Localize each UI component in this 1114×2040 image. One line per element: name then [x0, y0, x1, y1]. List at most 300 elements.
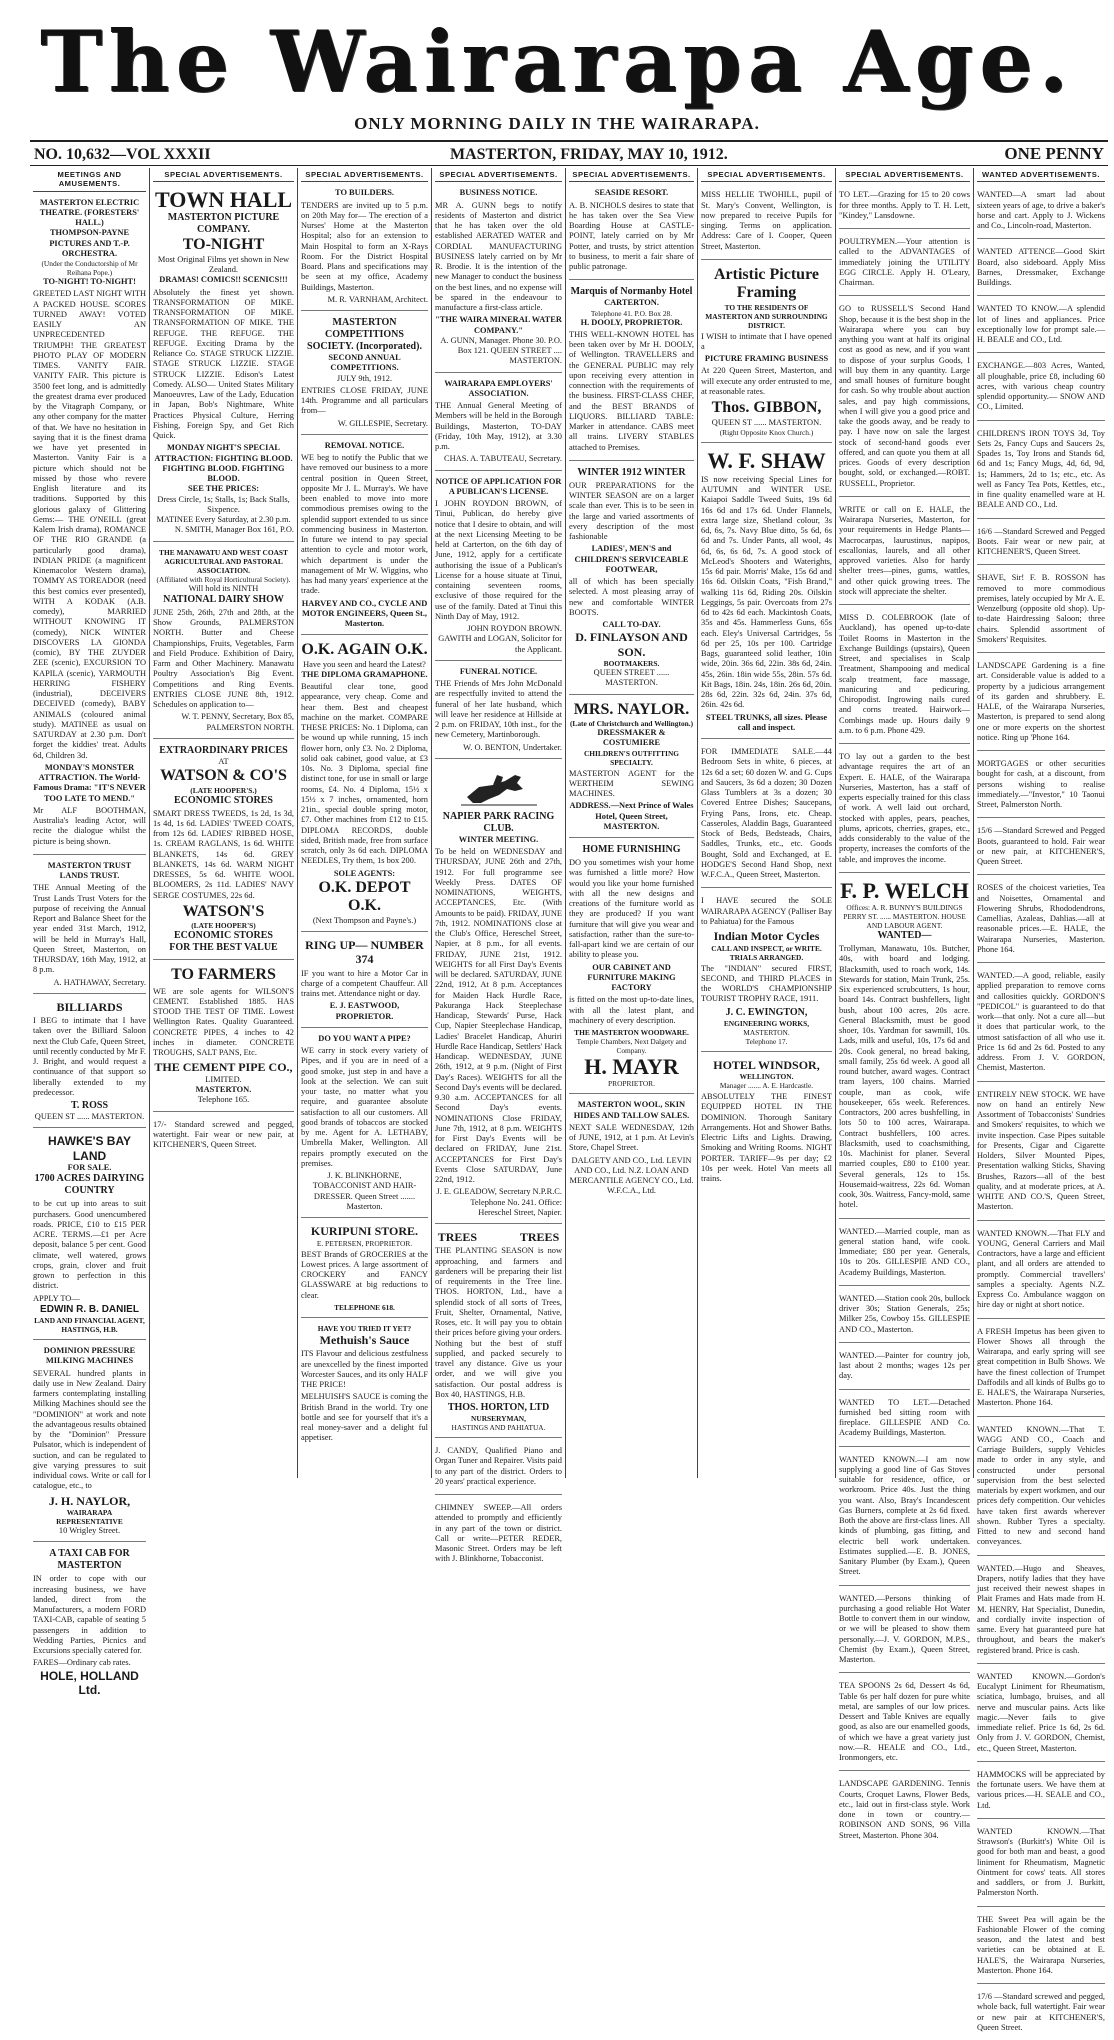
ad-body: ENTIRELY NEW STOCK. WE have now on hand an entirely New Assortment of Tobacconists' Sundries and Smokers' requisites, to which we invite inspection. Case Pipes suitable for Presents, Cigar and Cigarette Holders, Silver Mounted Pipes, Presentation walking Sticks, Shaving Brushes, Razors—all of the best quality, and at moderate prices, at A. WHITE AND CO.'S, Queen Street, Masterton.: [977, 1089, 1105, 1212]
ad-body: CHILDREN'S IRON TOYS 3d, Toy Sets 2s, Fancy Cups and Saucers 2s, Spades 1s, Toy Irons and Stands 6d, 6d and 1s; Fancy Mugs, 4d, 6d, 9d, 1s; Hammers, 2d to 1s; etc., etc. As well as Fancy Tea Pots, Kettles, etc., in fine quality enamelled ware at H. BEALE AND CO., Ltd.: [977, 428, 1105, 510]
page-columns: [30, 168, 1108, 2032]
ad-body: WE beg to notify the Public that we have removed our business to a more central position in Queen Street, opposite Mr J. L. Murray's. We have been enabled to move into more commodious premises owing to the splendid support extended to us since commencing business in Masterton. In future we intend to pay special attention to cycle and motor work, which department is under the management of Mr W. Wiggins, who has had many years' experience at the trade.: [301, 453, 428, 596]
ad-address: WELLINGTON.: [739, 1072, 794, 1082]
ad-body: I JOHN ROYDON BROWN, of Tinui, Publican, do hereby give notice that I desire to obtain, and will at the next Licensing Meeting to be held at Carterton, on the 6th day of June, 1912, apply for a certificate authorising the issue of a Publican's License for a house situate at Tinui, containing seventeen rooms, exclusive of those required for the use of the family. Dated at Tinui this Ninth Day of May, 1912.: [435, 499, 562, 621]
ad-subheading: SECOND ANNUAL COMPETITIONS.: [328, 353, 401, 373]
ad-body: LANDSCAPE GARDENING. Tennis Courts, Croquet Lawns, Flower Beds, etc., laid out in first-class style. Work done in town or country.—ROBINSON AND SONS, 96 Villa Street, Masterton. Phone 304.: [839, 1779, 970, 1840]
wanted-ad: [977, 821, 1105, 875]
winter-footwear-ad: [569, 464, 694, 695]
ad-note: Will hold its NINTH: [188, 583, 259, 593]
ad-body: IS now receiving Special Lines for AUTUMN and WINTER USE. Kaiapoi Saddle Tweed Suits, 19s 6d 16s 6d and 17s 6d. Under Flannels, extra large size, Shetland colour, 3s 6d, 6s, 7s. Navy Blue ditto, 5s 6d, 6s 6d and 7s. Under Pants, all wool, 4s 6d, 6s, 6s 6d, 7s. A good stock of McLeod's Shooters and Waterights, 15s 6d pair. Morris' Make, 15s 6d and 16s 6d. Oilskin Coats, "Fish Brand," walking 11s 6d, Riding 20s. Oilskin Leggings, 5s pair. Overcoats from 27s 6d to 42s 6d each. Mackintosh Coats, 35s and 45s. Hammerless Guns, 65s each. Eley's Universal Cartridges, 5s 6d per 25, 10s per 100. Cartridge Bags, guaranteed solid leather, 10in wide, 20in. 36s 6d, 22in. 38s 6d, 24in. 45s, 26in. 18in wide 55s, 28in. 57s 6d. Kit Bags, 18in. 24s, 18in. 26s 6d, 20in. 28s 6d, 22in. 32s 6d, 24in. 37s 6d, 26in. 42s 6d.: [701, 474, 832, 710]
wanted-ad: [977, 1420, 1105, 1556]
trust-lands-notice: [33, 858, 146, 994]
ad-address: QUEEN ST ...... MASTERTON.: [711, 417, 822, 427]
ad-body: The "INDIAN" secured FIRST, SECOND, and THIRD PLACES in the WORLD'S CHAMPIONSHIP TOURIST TROPHY RACE, 1911.: [701, 963, 832, 1004]
labour-agent-ad: [839, 876, 970, 1219]
ad-signature: J. C. EWINGTON,: [725, 1006, 808, 1018]
ad-body: WE are sole agents for WILSON'S CEMENT. Established 1885. HAS STOOD THE TEST OF TIME. Lowest Wellington Rates. Quality Guaranteed. CONCRETE PIPES, 4 inches to 42 inches in diameter. CONCRETE TROUGHS, SALT PANS, Etc.: [153, 986, 294, 1058]
ad-heading: NATIONAL DAIRY SHOW: [163, 593, 284, 605]
ad-subheading: THOMPSON-PAYNE PICTURES AND T.-P. ORCHESTRA.: [49, 228, 130, 258]
ad-note: AT: [218, 756, 229, 766]
column-3: [298, 168, 432, 1478]
ad-signature: M. R. VARNHAM, Architect.: [327, 294, 428, 304]
taxi-cab-ad: [33, 1545, 146, 1702]
boots-ad: [153, 1115, 294, 1158]
ad-heading: WATSON'S: [182, 902, 265, 920]
column-2: [150, 168, 298, 1478]
ad-subheading: WINTER MEETING.: [458, 834, 539, 844]
picture-framing-ad: [701, 263, 832, 443]
ad-body: THIS WELL-KNOWN HOTEL has been taken over by Mr H. DOOLY, of Wellington. TRAVELLERS and the GENERAL PUBLIC may rely upon receiving every attention in connection with the requirements of the business. FIRST-CLASS CHEF, and the BEST BRANDS of LIQUORS. BILLIARD TABLE: Marker in attendance. CABS meet all trains. LIVERY STABLES attached to Premises.: [569, 329, 694, 452]
nurseries-ad: [839, 500, 970, 605]
ad-body: WANTED.—A good, reliable, easily applied preparation to remove corns and callosities quickly. GORDON'S "PEDICOL" is guaranteed to do that work—that only. Not a cure all—but it does that particular work, to the utmost satisfaction of all who use it. Price 1s 6d and 2s 6d. Posted to any address. From J. V. GORDON, Chemist, Masterton.: [977, 971, 1105, 1073]
ad-heading: NOTICE OF APPLICATION FOR A PUBLICAN'S LICENSE.: [435, 476, 562, 496]
ad-note: PROPRIETOR.: [608, 1079, 655, 1089]
racehorse-icon: [459, 769, 539, 807]
wanted-ad: [977, 1322, 1105, 1417]
ad-body: THE Friends of Mrs John McDonald are respectfully invited to attend the funeral of her late husband, which will leave her residence at Hillside at 2 p.m. on FRIDAY, 10th inst., for the new Cemetery, Martinborough.: [435, 679, 562, 740]
column-5: [566, 168, 698, 1478]
married-couple-ad: [839, 1222, 970, 1286]
ad-body: is fitted on the most up-to-date lines, with all the latest plant, and machinery of every description.: [569, 995, 694, 1025]
ad-body: At 220 Queen Street, Masterton, and will execute any order entrusted to me, at reasonable rates.: [701, 366, 832, 396]
wool-sales-ad: [569, 1097, 694, 1201]
removal-notice: [301, 438, 428, 636]
ad-body: ABSOLUTELY THE FINEST EQUIPPED HOTEL IN THE DOMINION. Thorough Sanitary Arrangements. Hot and Shower Baths. Electric Lifts and Lights. Drawing, Smoking and Writing Rooms. NIGHT PORTER. TARIFF—9s per day; £2 10s per week. Hotel Van meets all trains.: [701, 1092, 832, 1184]
station-cook-ad: [839, 1289, 970, 1343]
ad-body: MR A. GUNN begs to notify residents of Masterton and district that he has taken over the old established AERATED WATER and CORDIAL MANUFACTURING BUSINESS lately carried on by Mr R. Brodie. It is the intention of the new Manager to conduct the business on the best lines, and no expense will be spared in the endeavour to manufacture a first-class article.: [435, 200, 562, 312]
immediate-sale-ad: [701, 742, 832, 888]
ad-body: LANDSCAPE Gardening is a fine art. Considerable value is added to a property by a judicious arrangement of its garden and shrubbery. E. HALE, of the Wairarapa Nurseries, Masterton, is prepared to send along one or more experts on the shortest notice. Ring up 'Phone 164.: [977, 661, 1105, 742]
wanted-ad: [977, 1822, 1105, 1907]
ad-heading: HOME FURNISHING: [582, 844, 681, 856]
toilet-rooms-ad: [839, 608, 970, 744]
home-furnishing-ad: [569, 841, 694, 1094]
ad-body: ROSES of the choicest varieties, Tea and Noisettes, Ornamental and Flowering Shrubs, Rhododendrons, Camellias, Azaleas, Dahlias.—all at reasonable prices.—E. HALE, the Wairarapa Nurseries, Masterton. Phone 164.: [977, 883, 1105, 954]
ad-body: POULTRYMEN.—Your attention is called to the ADVANTAGES of immediately joining the UTILITY EGG CIRCLE. Apply H. O'Leary, Chairman.: [839, 237, 970, 287]
ad-heading: TO-NIGHT! TO-NIGHT!: [43, 277, 136, 287]
ad-body: WANTED.—Hugo and Sheaves, Drapers, notify ladies that they have just received their newest shapes in Plait Frames and Hats made from H. M. HENRY, Hat Specialist, Dunedin, and cordially invite inspection of same. Every hat guaranteed pure hat throughout, and bears the maker's registered brand. Price is cash.: [977, 1563, 1105, 1655]
ad-address: QUEEN STREET ...... MASTERTON.: [593, 668, 670, 688]
issue-number: NO. 10,632—VOL XXXII: [34, 146, 211, 163]
ad-heading: NAPIER PARK RACING CLUB.: [442, 810, 555, 834]
ad-heading: TO FARMERS: [171, 966, 276, 984]
ad-body: WANTED KNOWN.—I am now supplying a good line of Gas Stoves suitable for residence, office, or workroom. Price 40s. Just the thing you want. Also, Bray's Incandescent Gas Burners, complete at 2s 6d fixed. Both the above are first-class lines. All kinds of plumbing, gas fitting, and electric bell work undertaken. Estimates supplied.—E. B. JONES, Sanitary Plumber (by Exam.), Queen Street.: [839, 1454, 970, 1577]
ad-heading: EXTRAORDINARY PRICES: [159, 744, 288, 756]
wanted-ad: [977, 1224, 1105, 1319]
ad-body: I WISH to intimate that I have opened a: [701, 331, 832, 351]
town-hall-ad: [153, 185, 294, 541]
ad-address: MASTERTON.: [195, 1085, 252, 1095]
ad-subheading: CALL AND INSPECT, or WRITE. TRIALS ARRANGED.: [711, 943, 822, 962]
wanted-ad: [977, 1559, 1105, 1664]
ad-body: TO lay out a garden to the best advantage requires the art of an Expert. E. HALE, of the Wairarapa Nurseries, Masterton, has a staff of experts especially trained for this class of work. A well laid out orchard, stocked with apples, pears, peaches, plums, apricots, cherries, grapes, etc., adds considerably to the value of the property, increases the comforts of the table, and improves the income.: [839, 752, 970, 864]
ad-heading: KURIPUNI STORE.: [310, 1224, 419, 1239]
ad-heading: A TAXI CAB FOR MASTERTON: [49, 1548, 130, 1572]
ad-subheading: MONDAY NIGHT'S SPECIAL ATTRACTION: FIGHTING BLOOD. FIGHTING BLOOD. FIGHTING BLOOD.: [154, 443, 293, 484]
ad-heading: DO YOU WANT A PIPE?: [318, 1033, 411, 1043]
ad-address: Temple Chambers, Next Dalgety and Company.: [576, 1037, 687, 1056]
ad-body: WANTED TO KNOW.—A splendid lot of lines and appliances. Price exceptionally low for prompt sale.—H. BEALE and CO., Ltd.: [977, 304, 1105, 344]
license-notice: [435, 474, 562, 661]
funeral-notice: [435, 664, 562, 759]
wanted-ad: [977, 1910, 1105, 1985]
wanted-ad: [977, 1987, 1105, 2040]
ad-body: MORTGAGES or other securities bought for cash, at a discount, from persons wishing to realise immediately.—"Investor," 10 Taonui Street, Palmerston North.: [977, 759, 1105, 809]
hotel-windsor-ad: [701, 1055, 832, 1192]
ad-subheading: MASTERTON PICTURE COMPANY.: [167, 212, 280, 236]
column-heading: SPECIAL ADVERTISEMENTS.: [701, 168, 832, 182]
ad-note: TELEPHONE 618.: [334, 1302, 395, 1312]
ad-body: Beautiful clear tone, good appearance, very cheap. Come and hear them. Best and cheapest machine on the market. COMPARE THESE PRICES: No. 1 Diploma, can be wound up while running, 15 inch flower horn, only £3. No. 2 Diploma, solid oak cabinet, good value, at £3 10s. No. 3 Diploma, special fine distinct tone, for use in small or large rooms, £4. No. 4 Diploma, 15½ x 15½ x 7 inches, ornamented, horn 21in., special double spring motor, £7. Other machines from £12 to £15. DIPLOMA RECORDS, double sided, British made, free from surface scratch, only 3s 6d each. DIPLOMA NEEDLES, Try them, 1s box 200.: [301, 682, 428, 866]
ad-signature: HOLE, HOLLAND Ltd.: [40, 1668, 139, 1697]
ad-body: THE Sweet Pea will again be the Fashionable Flower of the coming season, and the latest and best varieties can be obtained at E. HALE'S, the Wairarapa Nurseries, Masterton. Phone 164.: [977, 1914, 1105, 1975]
ad-body: Dress Circle, 1s; Stalls, 1s; Back Stalls, Sixpence.: [157, 494, 290, 514]
ad-heading: F. P. WELCH: [840, 877, 969, 903]
column-7: [836, 168, 974, 1840]
ad-signature: A. GUNN, Manager. Phone 30. P.O. Box 121. QUEEN STREET .... MASTERTON.: [440, 335, 562, 366]
ad-body: JUNE 25th, 26th, 27th and 28th, at the Show Grounds, PALMERSTON NORTH. Butter and Cheese Championships, Fruits, Vegetables, Farm and Field Produce. Exhibition of Dairy, Farm and Other Machinery. Manawatu Poultry Association's Big Event. Competitions and Ring Events. ENTRIES CLOSE JUNE 8th, 1912. Schedules on application to—: [153, 607, 294, 710]
ad-heading: HAWKE'S BAY LAND: [47, 1134, 132, 1163]
ad-signature: THE MASTERTON WOODWARE.: [574, 1028, 689, 1038]
ad-body: I HAVE secured the SOLE WAIRARAPA AGENCY (Palliser Bay to Pahiatua) for the Famous: [701, 896, 832, 926]
ad-body: WANTED KNOWN.—Gordon's Eucalypt Liniment for Rheumatism, sciatica, lumbago, bruises, and all nerve and muscular pains. Acts like magic.—Never fails to give immediate relief. Price 1s 6d, 2s 6d. Only from J. V. GORDON, Chemist, etc., Queen Street, Masterton.: [977, 1671, 1105, 1753]
ad-signature: A. HATHAWAY, Secretary.: [53, 977, 146, 987]
ad-signature: Thos. GIBBON,: [711, 399, 822, 417]
ad-subheading: FOR SALE.: [67, 1163, 112, 1173]
ad-body: WANTED KNOWN.—That Strawson's (Burkitt's) White Oil is good for both man and beast, a good liniment for Rheumatism, Magnetic Ointment for cows' teats. All stores and saddlers, or from J. Burkitt, Palmerston North.: [977, 1826, 1105, 1898]
ad-body: TENDERS are invited up to 5 p.m. on 20th May for— The erection of a Nurses' Home at the Masterton Hospital; also for an extension to Main Hospital to form an X-Rays Room. For the District Hospital Board. Plans and specifications may be seen at my office, Academy Buildings, Masterton.: [301, 200, 428, 292]
ad-signature: JOHN ROYDON BROWN. GAWITH and LOGAN, Solicitor for the Applicant.: [438, 624, 562, 654]
ad-body: Mr ALF BOOTHMAN, Australia's leading Actor, will recite the dialogue whilst the picture is being shown.: [33, 805, 146, 846]
sauce-ad: [301, 1321, 428, 1451]
ad-body: TO LET.—Grazing for 15 to 20 cows for three months. Apply to T. H. Lett, "Kindey," Lansdowne.: [839, 190, 970, 220]
ad-body: 17/6 —Standard screwed and pegged, whole back, full watertight. Fair wear or new pair at KITCHENER'S, Queen Street.: [977, 1992, 1105, 2032]
ad-heading: O.K. DEPOT O.K.: [318, 878, 411, 915]
ad-note: Telephone 41. P.O. Box 28.: [590, 308, 673, 318]
poultry-ad: [839, 232, 970, 296]
ad-body: THE Annual General Meeting of Members will be held in the Borough Buildings, Masterton, TO-DAY (Friday, 10th May, 1912), at 3.30 p.m.: [435, 401, 562, 451]
ad-body: CHIMNEY SWEEP.—All orders attended to promptly and efficiently in any part of the town or district. Call or write—PETER REDER, Masonic Street. Orders may be left with J. Blinkhorne, Tobacconist.: [435, 1503, 562, 1564]
ad-body: FOR IMMEDIATE SALE.—44 Bedroom Sets in white, 6 pieces, at 12s 6d a set; 60 dozen W. and G. Cups and Saucers, 3s 6d a dozen; 30 Dozen Glass Tumblers at 3s a dozen; 30 Covered Entree Dishes; Saucepans, Frying Pans, Irons, etc. Cheap. Casseroles, Aladdin Bags, Guaranteed Stock of Beds, Bedsteads, Chairs, Saddles, Trunks, etc., etc. Goods Bought, Sold and Exchanged, at E. HODGE'S Second Hand Shop, next W.F.C.A., Queen Street, Masterton.: [701, 747, 832, 880]
chimney-sweep-ad: [435, 1498, 562, 1572]
ad-body: GO to RUSSELL'S Second Hand Shop, because it is the best shop in the Wairarapa where you can buy anything you want at half its original cost as good as new, and if you want to dispose of your surplus Goods, I will buy them in any quantity. Large and small houses of furniture bought for cash. So why trouble about auction sales, and pay high commissions, when I will give you a good price and take the goods away, and be ready to pay. I have now on sale the largest stock of second-hand goods ever offered, and can quote you them at all prices. Goods of every description bought, sold, or exchanged.—ROBT. RUSSELL, Proprietor.: [839, 304, 970, 488]
competitions-ad: [301, 314, 428, 435]
hot-water-bottle-ad: [839, 1589, 970, 1674]
ad-address: 10 Wrigley Street.: [58, 1526, 121, 1535]
issue-price: ONE PENNY: [1004, 144, 1104, 163]
ad-heading: TOWN HALL: [154, 187, 293, 213]
column-1: [30, 168, 150, 1697]
watson-prices-ad: [153, 742, 294, 960]
wanted-ad: [977, 356, 1105, 420]
ad-address: HASTINGS AND PAHIATUA.: [451, 1423, 546, 1433]
ad-subheading: 1700 ACRES DAIRYING COUNTRY: [34, 1173, 145, 1197]
newspaper-tagline: ONLY MORNING DAILY IN THE WAIRARAPA.: [354, 114, 760, 133]
ad-body: WANTED.—Married couple, man as general station hand, wife cook. Immediate; £80 per year. Generals, 10s to 20s. GILLESPIE AND CO., Academy Buildings, Masterton.: [839, 1226, 970, 1277]
ad-address: QUEEN ST ...... MASTERTON.: [34, 1112, 145, 1122]
ad-signature: J. K. BLINKHORNE, TOBACCONIST AND HAIR-DRESSER. Queen Street ....... Masterton.: [312, 1171, 417, 1211]
ad-body: ENTRIES CLOSE FRIDAY, JUNE 14th. Programme and all particulars from—: [301, 385, 428, 416]
ad-subheading: DRESSMAKER & COSTUMIERE: [597, 728, 666, 748]
employers-notice: [435, 376, 562, 471]
ad-signature: W. GILLESPIE, Secretary.: [337, 418, 428, 428]
ad-address: (Next Thompson and Payne's.): [312, 915, 417, 925]
ad-body: MISS HELLIE TWOHILL, pupil of St. Mary's Convent, Wellington, is now prepared to receive Pupils for singing. Terms on application. Address: Care of I. Cooper, Queen Street, Masterton.: [701, 190, 832, 251]
ad-heading: WAIRARAPA EMPLOYERS' ASSOCIATION.: [444, 378, 553, 398]
ad-heading: WINTER 1912 WINTER: [577, 466, 686, 478]
column-heading: SPECIAL ADVERTISEMENTS.: [569, 168, 694, 182]
column-8: [974, 168, 1108, 2032]
ad-body: Trollyman, Manawatu, 10s. Butcher, 40s, with board and lodging. Blacksmith, used to roach work, 14s. Stewards for station, Main Trunk, 25s. Six experienced scrubcutters, 1s hour, board 14s. Contract bushfellers, light bush, about 100 acres, 20s acre. General Blacksmith, must be good shoer, 10s. Yardman for sawmill, 10s. Lads, milk and useful, 10s, 17s 6d and 20s. Cook general, no bread baking, small family, 25s 6d week. A good all round butcher, award wages. Contract tram layers, 100 chains. Married couple, man as cook, wife housekeeper, 65s week. References. Contractors, 200 acres bushfelling, in lots 50 to 100 acres, Wairarapa. Contract bushfellers, 100 acres. Blacksmith, used to coachsmithing, 10s. Machinist for planer. Several married couples, £80 to £100 year. Several generals, 12s to 15s. Housemaid-waitress, 22s 6d. Woman cook, 30s. Waitress, Fancy-mold, same hotel.: [839, 944, 970, 1210]
second-hand-shop-ad: [839, 299, 970, 497]
ad-heading: THE MANAWATU AND WEST COAST AGRICULTURAL AND PASTORAL ASSOCIATION.: [159, 547, 288, 575]
ad-signature: DALGETY AND CO., Ltd. LEVIN AND CO., Ltd. N.Z. LOAN AND MERCANTILE AGENCY CO., Ltd. W.F.C.A., Ltd.: [569, 1155, 694, 1196]
business-notice: [435, 185, 562, 372]
ad-subheading: MONDAY'S MONSTER ATTRACTION. The World-Famous Drama: "IT'S NEVER TOO LATE TO MEND.": [33, 762, 146, 803]
wanted-ad: [977, 1085, 1105, 1221]
ad-body: A FRESH Impetus has been given to Flower Shows all through the Wairarapa, and early spring will see great competition in Bulb Shows. We have the finest collection of Trumpet Daffodils and all kinds of Bulbs go to E. HALE'S, the Wairarapa Nurseries, Masterton. Phone 164.: [977, 1326, 1105, 1408]
ad-body: MISS D. COLEBROOK (late of Auckland), has opened up-to-date Toilet Rooms in Masterton in the Exchange Buildings (upstairs), Queen Street, and specialises in Scalp Treatment, Shampooing and medical scalp treatment, face massage, manicuring and pedicuring. Chiropodist. Ingrowing nails cured and corns treated. Hairwork—Combings made up. Hours daily 9 a.m. to 6 p.m. Phone 429.: [839, 613, 970, 735]
normanby-hotel-ad: [569, 283, 694, 461]
gramophone-ad: [301, 638, 428, 932]
ad-body: WANTED.—Painter for country job, last about 2 months; wages 12s per day.: [839, 1350, 970, 1381]
ad-body: TEA SPOONS 2s 6d, Dessert 4s 6d, Table 6s per half dozen for pure white metal, are samples of our low prices. Dessert and Table Knives are equally good, as also are our enamelled goods, of which we have a great variety just now.—R. HEALE and CO., Ltd., Ironmongers, etc.: [839, 1681, 970, 1763]
ad-note: (Right Opposite Knox Church.): [719, 427, 814, 437]
ad-signature: EDWIN R. B. DANIEL: [40, 1303, 139, 1315]
column-heading: SPECIAL ADVERTISEMENTS.: [153, 168, 294, 182]
ad-body: HAMMOCKS will be appreciated by the fortunate users. We have them at various prices.—H. SEALE and CO., Ltd.: [977, 1769, 1105, 1810]
ad-body: WANTED KNOWN.—That T. WAGG AND CO., Coach and Carriage Builders, supply Vehicles made to order in any style, and constructed under personal supervision from the best selected materials by expert workmen, and our prices defy competition. Our vehicles have taken first awards wherever shown. Rubber Tyres a specialty. Fitted to new and second hand conveyances.: [977, 1424, 1105, 1547]
ad-body: SHAVE, Sir! F. B. ROSSON has removed to more commodious premises, lately occupied by Mr A. E. Wenzelburg (opposite old shop). Up-to-date Hairdressing Saloon; three chairs. Splendid assortment of Smokers' Requisites.: [977, 573, 1105, 644]
ad-body: IN order to cope with our increasing business, we have landed, direct from the Manufacturers, a modern FORD TAXI-CAB, capable of seating 5 passengers in addition to Wedding Parties, Picnics and Excursions specially catered for.: [33, 1574, 146, 1655]
ad-body: WANTED TO LET.—Detached furnished bed sitting room with fireplace. GILLESPIE AND Co. Academy Buildings, Masterton.: [839, 1397, 970, 1438]
ad-subheading: WANTED—: [877, 930, 932, 942]
ad-note: Telephone 165.: [197, 1095, 250, 1105]
ad-subheading: SEE THE PRICES:: [187, 484, 260, 494]
ad-signature: E. J. EASTWOOD, PROPRIETOR.: [329, 1001, 400, 1021]
wanted-ad: [977, 522, 1105, 566]
ad-subheading: ECONOMIC STORES: [173, 794, 273, 806]
ad-body: WRITE or call on E. HALE, the Wairarapa Nurseries, Masterton, for your requirements in Hedge Plants—Macrocarpas, laurustinus, napipos, escallonias, laurels, and all other approved varieties. Also for hardy shelter trees—pines, gums, wattles, and other quick growing trees. The stock will appreciate the shelter.: [839, 504, 970, 596]
ad-note: FARES—Ordinary cab rates.: [33, 1658, 131, 1668]
builders-tender-ad: [301, 185, 428, 311]
ad-body: WANTED.—Station cook 20s, bullock driver 30s; Station Generals, 25s; Milker 25s, Cowboy 15s. GILLESPIE AND CO., Masterton.: [839, 1293, 970, 1334]
shaw-ad: [701, 446, 832, 739]
ad-address: Offices: A. R. BUNNY'S BUILDINGS PERRY ST. ...... MASTERTON. HOUSE AND LABOUR AGENT.: [843, 902, 966, 930]
ad-heading: TO BUILDERS.: [335, 188, 394, 198]
ad-body: WANTED.—Persons thinking of purchasing a good reliable Hot Water Bottle to convert them in our window, or we will be pleased to show them personally.—J. V. GORDON, M.P.S., Chemist (by Exam.), Queen Street, Masterton.: [839, 1593, 970, 1665]
wanted-ad: [977, 424, 1105, 519]
ad-body: SEVERAL hundred plants in daily use in New Zealand. Dairy farmers contemplating installing Milking Machines should see the "DOMINION" at work and note the advantageous results obtained by the "Dominion" Pressure Pulsator, which is independent of suction, and can be regulated to give varying pressures to suit individual cows. Write or call for catalogue, etc., to: [33, 1368, 146, 1491]
issue-date: MASTERTON, FRIDAY, MAY 10, 1912.: [450, 146, 728, 163]
ad-signature: W. T. PENNY, Secretary, Box 85, PALMERSTON NORTH.: [181, 712, 294, 732]
masthead: [0, 0, 1114, 150]
trees-ad: [435, 1227, 562, 1438]
ad-heading: Marquis of Normanby Hotel: [570, 286, 693, 298]
ad-heading: Methuish's Sauce: [319, 1332, 410, 1347]
ad-body: DO you sometimes wish your home was furnished a little more? How would you like your home furnished with all the new designs and creations of the furniture world as they are produced? If you want furniture that will give you wear and satisfaction, rather than the sure-to-fall-apart kind we are certain of our ability to please you.: [569, 858, 694, 960]
wanted-ad: [977, 966, 1105, 1082]
pipe-ad: [301, 1031, 428, 1218]
ad-subheading: PICTURE FRAMING BUSINESS: [704, 354, 829, 364]
ad-note: LIMITED.: [205, 1074, 242, 1084]
ad-note: (LATE HOOPER'S): [191, 921, 256, 931]
ad-heading: O.K. AGAIN O.K.: [301, 641, 428, 659]
ad-heading: REMOVAL NOTICE.: [324, 440, 405, 450]
ad-body: 15/6 —Standard Screwed and Pegged Boots, guaranteed to hold. Fair wear or new pair, at KITCHENER'S, Queen Street.: [977, 826, 1105, 866]
ad-note: APPLY TO—: [33, 1293, 80, 1303]
ad-note: ENGINEERING WORKS,: [723, 1018, 810, 1028]
ad-signature: THE CEMENT PIPE CO.,: [154, 1060, 293, 1075]
ad-subheading: THE DIPLOMA GRAMAPHONE.: [301, 669, 428, 679]
ad-subheading: CHILDREN'S OUTFITTING SPECIALTY.: [583, 748, 680, 767]
ad-note: MATINEE Every Saturday, at 2.30 p.m.: [156, 515, 291, 525]
ad-heading: TO-NIGHT: [182, 236, 265, 254]
ad-signature: N. SMITH, Manager Box 161, P.O.: [174, 525, 294, 535]
ad-note: BOOTMAKERS.: [603, 659, 660, 669]
ad-note: STEEL TRUNKS, all sizes. Please call and inspect.: [705, 712, 828, 732]
ad-heading: RING UP— NUMBER 374: [305, 937, 424, 967]
piano-tuner-ad: [435, 1441, 562, 1495]
ad-note: Have you seen and heard the Latest?: [303, 659, 426, 669]
ad-body: THE PLANTING SEASON is now approaching, and farmers and gardeners will be preparing their list of requirements in the Tree line. THOS. HORTON, Ltd., have a splendid stock of all sorts of Trees, Fruit, Shelter, Ornamental, Native, Roses, etc. It will pay you to obtain their prices before giving your orders. Nothing but the best of stuff supplied, and packed securely to travel any distance. Give us your order, and we will give you satisfaction. Our postal address is Box 40, HASTINGS, H.B.: [435, 1246, 562, 1399]
ad-heading: HAVE YOU TRIED IT YET?: [317, 1323, 412, 1333]
ad-note: Telephone 17.: [745, 1036, 788, 1046]
landscape-gardening-ad: [839, 1774, 970, 1848]
ad-body: MELHUISH'S SAUCE is coming the British Brand in the world. Try one bottle and see for yourself that it's a real money-saver and a delight ful appetiser.: [301, 1392, 428, 1443]
billiards-ad: [33, 997, 146, 1129]
ad-address: HASTINGS, H.B.: [61, 1325, 118, 1335]
dateline: [30, 140, 1108, 166]
cement-pipe-ad: [153, 963, 294, 1111]
dressmaker-ad: [569, 698, 694, 838]
ad-subheading: ECONOMIC STORES: [173, 930, 273, 942]
ad-heading: Artistic Picture Framing: [714, 265, 819, 302]
dairy-show-ad: [153, 545, 294, 739]
racing-club-notice: [435, 762, 562, 1224]
ad-heading: HOTEL WINDSOR,: [713, 1057, 820, 1072]
column-heading: SPECIAL ADVERTISEMENTS.: [839, 168, 970, 182]
hawkes-bay-land-ad: [33, 1131, 146, 1340]
seaside-resort-ad: [569, 185, 694, 280]
ad-signature: W. O. BENTON, Undertaker.: [463, 742, 562, 752]
ad-subheading: "THE WAIRA MINERAL WATER COMPANY.": [435, 315, 562, 335]
ad-body: OUR PREPARATIONS for the WINTER SEASON are on a larger scale than ever. This is to be seen in the large and varied assortments of every description of the most fashionable: [569, 480, 694, 542]
wanted-ad: [977, 656, 1105, 751]
newspaper-title: The Wairarapa Age.: [39, 12, 1074, 111]
electric-theatre-ad: [33, 195, 146, 855]
ad-signature: HARVEY AND CO., CYCLE AND MOTOR ENGINEERS, Queen St., Masterton.: [301, 598, 428, 628]
ad-note: LAND AND FINANCIAL AGENT,: [34, 1315, 145, 1325]
ad-body: EXCHANGE.—803 Acres, Wanted, all ploughable, price £8, including 60 acres, with various cheap country splendid opportunity.— SNOW AND CO., Limited.: [977, 361, 1105, 412]
ad-subheading: LADIES', MEN'S and CHILDREN'S SERVICEABLE FOOTWEAR,: [574, 544, 689, 574]
wanted-ad: [977, 1765, 1105, 1819]
singing-pupils-ad: [701, 185, 832, 260]
ad-body: WE carry in stock every variety of Pipes, and if you are in need of a good smoke, just step in and have a look at the selection. We can suit your taste, no matter what you require, and guarantee absolute satisfaction to all our customers. All good brands of tobaccos are stocked by me. Agent for A. LETHABY, Umbrella Maker, Wellington. All repairs promptly executed on the premises.: [301, 1046, 428, 1168]
ad-address: MASTERTON.: [743, 1027, 790, 1037]
motor-cycles-ad: [701, 891, 832, 1051]
ad-heading: TREES TREES: [437, 1230, 560, 1244]
ad-note: (Affiliated with Royal Horticultural Society).: [156, 574, 291, 584]
ad-heading: FUNERAL NOTICE.: [459, 666, 538, 676]
ad-heading: BUSINESS NOTICE.: [459, 188, 538, 198]
ad-body: GREETED LAST NIGHT WITH A PACKED HOUSE. SCORES TURNED AWAY! VOTED EASILY AN UNPRECEDENTED TRIUMPH! THE GREATEST PHOTO PLAY OF MODERN TIMES. VANITY FAIR. VANITY FAIR. This picture is 3500 feet long, and is admittedly the greatest drama ever produced by the Vitagraph Company, or any other company for the matter of that. We have no hesitation in saying that it is the finest drama we have yet presented in Masterton. Vanity Fair is a picture which should not be missed by those who revere English literature and its traditions. Supported by this glorious galaxy of Glittering Gems:— THE O'NEILL (great Kalem Irish drama), ROMANCE OF THE RIO GRANDE (a particularly good drama), INDIAN PRIDE (a magnificent Kinemacolor Western drama), TOMMY AS TOREADOR (need this best comics ever presented), WITH A KODAK (A.B. comedy), MARRIED WITHOUT KNOWING IT (comedy), NICK WINTER DISCOVERS LA GIONDA (comic), BY THE ZUYDER ZEE (scenic), EXCURSION TO KAPILA (scenic), YARMOUTH HERRING FISHERY (industrial), DECEIVERS DECEIVED (comedy), BABY ANIMALS (coloured animal study). MATINEE as usual on SATURDAY at 2.30 p.m. Don't forget the kiddies' treat. Adults 6d, Children 3d.: [33, 289, 146, 760]
ad-body: THE Annual Meeting of the Trust Lands Trust Voters for the purpose of receiving the Annual Report and Balance Sheet for the year ended 31st March, 1912, will be held in Murray's Hall, Queen Street, Masterton, on THURSDAY, 16th May, 1912, at 8 p.m.: [33, 883, 146, 975]
ad-note: Most Original Films yet shown in New Zealand.: [157, 254, 290, 275]
ad-heading: H. MAYR: [584, 1054, 679, 1080]
ad-heading: MRS. NAYLOR.: [573, 700, 690, 718]
ad-note: (LATE HOOPER'S.): [190, 785, 257, 795]
ad-body: I BEG to intimate that I have taken over the Billiard Saloon next the Club Cafe, Queen Street, until recently conducted by Mr F. J. Bright, and would request a continuance of that support so liberally extended to my predecessor.: [33, 1016, 146, 1097]
ad-body: to be cut up into areas to suit purchasers. Good unencumbered roads. PRICE, £10 to £15 PER ACRE. TERMS.—£1 per Acre deposit, balance 5 per cent. Good climate, well watered, grows crops, grain, clover and fruit grown to perfection in this district.: [33, 1199, 146, 1291]
ad-subheading: DRAMAS! COMICS!! SCENICS!!!: [159, 275, 288, 285]
ad-signature: THOS. HORTON, LTD: [447, 1402, 550, 1414]
ad-signature: J. E. GLEADOW, Secretary N.P.R.C. Telephone No. 241. Office: Hereschel Street, Napier.: [436, 1187, 562, 1217]
ad-body: J. CANDY, Qualified Piano and Organ Tuner and Repairer. Visits paid to any part of the district. Orders to 20 years' practical experience.: [435, 1446, 562, 1486]
column-heading: SPECIAL ADVERTISEMENTS.: [301, 168, 428, 182]
ad-heading: WATSON & CO'S: [160, 767, 287, 785]
ad-note: JULY 9th, 1912.: [336, 373, 393, 383]
dominion-milking-ad: [33, 1343, 146, 1542]
room-to-let-ad: [839, 1393, 970, 1447]
ad-heading: BILLIARDS: [56, 999, 123, 1014]
ad-body: 17/- Standard screwed and pegged, watertight. Fair wear or new pair, at KITCHENER'S, Queen Street.: [153, 1119, 294, 1150]
wanted-ad: [977, 878, 1105, 963]
column-heading: MEETINGS AND AMUSEMENTS.: [33, 168, 146, 192]
ad-heading: W. F. SHAW: [707, 447, 826, 473]
ad-body: ITS Flavour and delicious zestfulness are unexcelled by the finest imported Worcester Sauces, and its only HALF THE PRICE!: [301, 1349, 428, 1390]
ad-body: WANTED ATTENCE—Good Skirt Board, also sideboard. Apply Miss Barnes, Dressmaker, Exchange Buildings.: [977, 247, 1105, 287]
ad-heading: SEASIDE RESORT.: [594, 188, 669, 198]
column-heading: SPECIAL ADVERTISEMENTS.: [435, 168, 562, 182]
grazing-ad: [839, 185, 970, 229]
ad-heading: MASTERTON ELECTRIC THEATRE. (FORESTERS' HALL.): [39, 197, 140, 227]
ad-note: E. PETERSEN, PROPRIETOR.: [316, 1238, 413, 1248]
ad-body: WANTED—A smart lad about sixteen years of age, to drive a baker's horse and cart. Apply to J. Wickens and Co., Lincoln-road, Masterton.: [977, 190, 1105, 230]
wanted-ad: [977, 1667, 1105, 1762]
ad-note: NURSERYMAN,: [471, 1414, 526, 1424]
column-4: [432, 168, 566, 1564]
ad-body: SMART DRESS TWEEDS, 1s 2d, 1s 3d, 1s 4d, 1s 6d. LADIES' TWEED COATS, from 12s 6d. LADIES' RIBBED HOSE, 1s. CREAM RAGLANS, 1s 6d. WHITE BLANKETS, 14s 6d. GREY BLANKETS, 14s 6d. WARM NIGHT DRESSES, 5s 6d. WHITE WOOL BLOOMERS, 2s 11d. LADIES' NAVY SERGE COSTUMES, 22s 6d.: [153, 808, 294, 900]
ad-signature: D. FINLAYSON AND SON.: [575, 630, 688, 659]
ad-body: To be held on WEDNESDAY and THURSDAY, JUNE 26th and 27th, 1912. For full programme see Weekly Press. DATES OF NOMINATIONS, WEIGHTS, ACCEPTANCES, Etc. (With Amounts to be paid). FRIDAY, JUNE 7th, 1912. NOMINATIONS close at the Club's Office, Hereschel Street, Napier, at 8 p.m., for all events. FRIDAY, JUNE 21st, 1912. WEIGHTS for all First Day's Events will be declared. SATURDAY, JUNE 22nd, 1912, At 8 p.m. Acceptances for Maiden Hack Hurdle Race, Pakuranga Hack Steeplechase Handicap, Stewards' Purse, Hack Cup, Napier Steeplechase Handicap, Ladies' Bracelet Handicap, Ahuriri Hurdle Race Handicap, Settlers' Hack Handicap. WEDNESDAY, JUNE 26th, 1912, at 9 p.m. (Night of First Day's Races). WEIGHTS for all the Second Day's events will be declared. 9.30 a.m. ACCEPTANCES for all Second Day's events. NOMINATIONS Close FRIDAY, June 7th, 1912, at 8 p.m. WEIGHTS for First Day's Events will be declared on FRIDAY, June 21st. ACCEPTANCES for First Day's Events Close SATURDAY, June 22nd, 1912.: [435, 847, 562, 1184]
ad-signature: T. ROSS: [70, 1100, 109, 1112]
ad-body: NEXT SALE WEDNESDAY, 12th of JUNE, 1912, at 1 p.m. At Levin's Store, Chapel Street.: [569, 1122, 694, 1153]
wanted-ad: [977, 568, 1105, 653]
ad-note: WAIRARAPA REPRESENTATIVE: [56, 1507, 123, 1526]
ad-body: MASTERTON AGENT for the WERTHEIM SEWING MACHINES.: [569, 768, 694, 799]
ad-note: Manager ....... A. E. Hardcastle.: [719, 1081, 814, 1091]
ad-body: Absolutely the finest yet shown. TRANSFORMATION OF MIKE. TRANSFORMATION OF MIKE. TRANSFORMATION OF MIKE. THE REFUGE. THE REFUGE. THE REFUGE. Exciting Drama by the Reliance Co. STAGE STRUCK LIZZIE. STAGE STRUCK LIZZIE. STAGE STRUCK LIZZIE. Edison's Latest Comedy. ALSO— United States Military Manoeuvres, Law of the Lady, Education in Japan, Bob's Nightmare, White Practices Physical Culture, Herring Fishing, Foreign Spy, and Get Rich Quick.: [153, 287, 294, 441]
ad-heading: DOMINION PRESSURE MILKING MACHINES: [43, 1346, 136, 1366]
painter-ad: [839, 1346, 970, 1390]
gas-stoves-ad: [839, 1450, 970, 1586]
motor-hire-ad: [301, 935, 428, 1028]
ad-signature: CHAS. A. TABUTEAU, Secretary.: [444, 454, 562, 464]
ad-note: (Under the Conductorship of Mr Reihana Pope.): [41, 259, 138, 278]
garden-layout-ad: [839, 747, 970, 873]
ad-signature: H. DOOLY, PROPRIETOR.: [580, 317, 683, 327]
wanted-ad: [977, 185, 1105, 239]
ad-heading: MASTERTON WOOL, SKIN HIDES AND TALLOW SALES.: [573, 1100, 690, 1120]
ad-note: SOLE AGENTS:: [333, 868, 396, 878]
ad-note: (Late of Christchurch and Wellington.): [569, 718, 694, 728]
ad-body: all of which has been specially selected. A most pleasing array of new and comfortable WINTER BOOTS.: [569, 577, 694, 617]
ad-body: BEST Brands of GROCERIES at the Lowest prices. A large assortment of CROCKERY and FANCY GLASSWARE at big reductions to clear.: [301, 1249, 428, 1300]
wanted-ad: [977, 299, 1105, 353]
ad-heading: MASTERTON TRUST LANDS TRUST.: [47, 860, 132, 881]
